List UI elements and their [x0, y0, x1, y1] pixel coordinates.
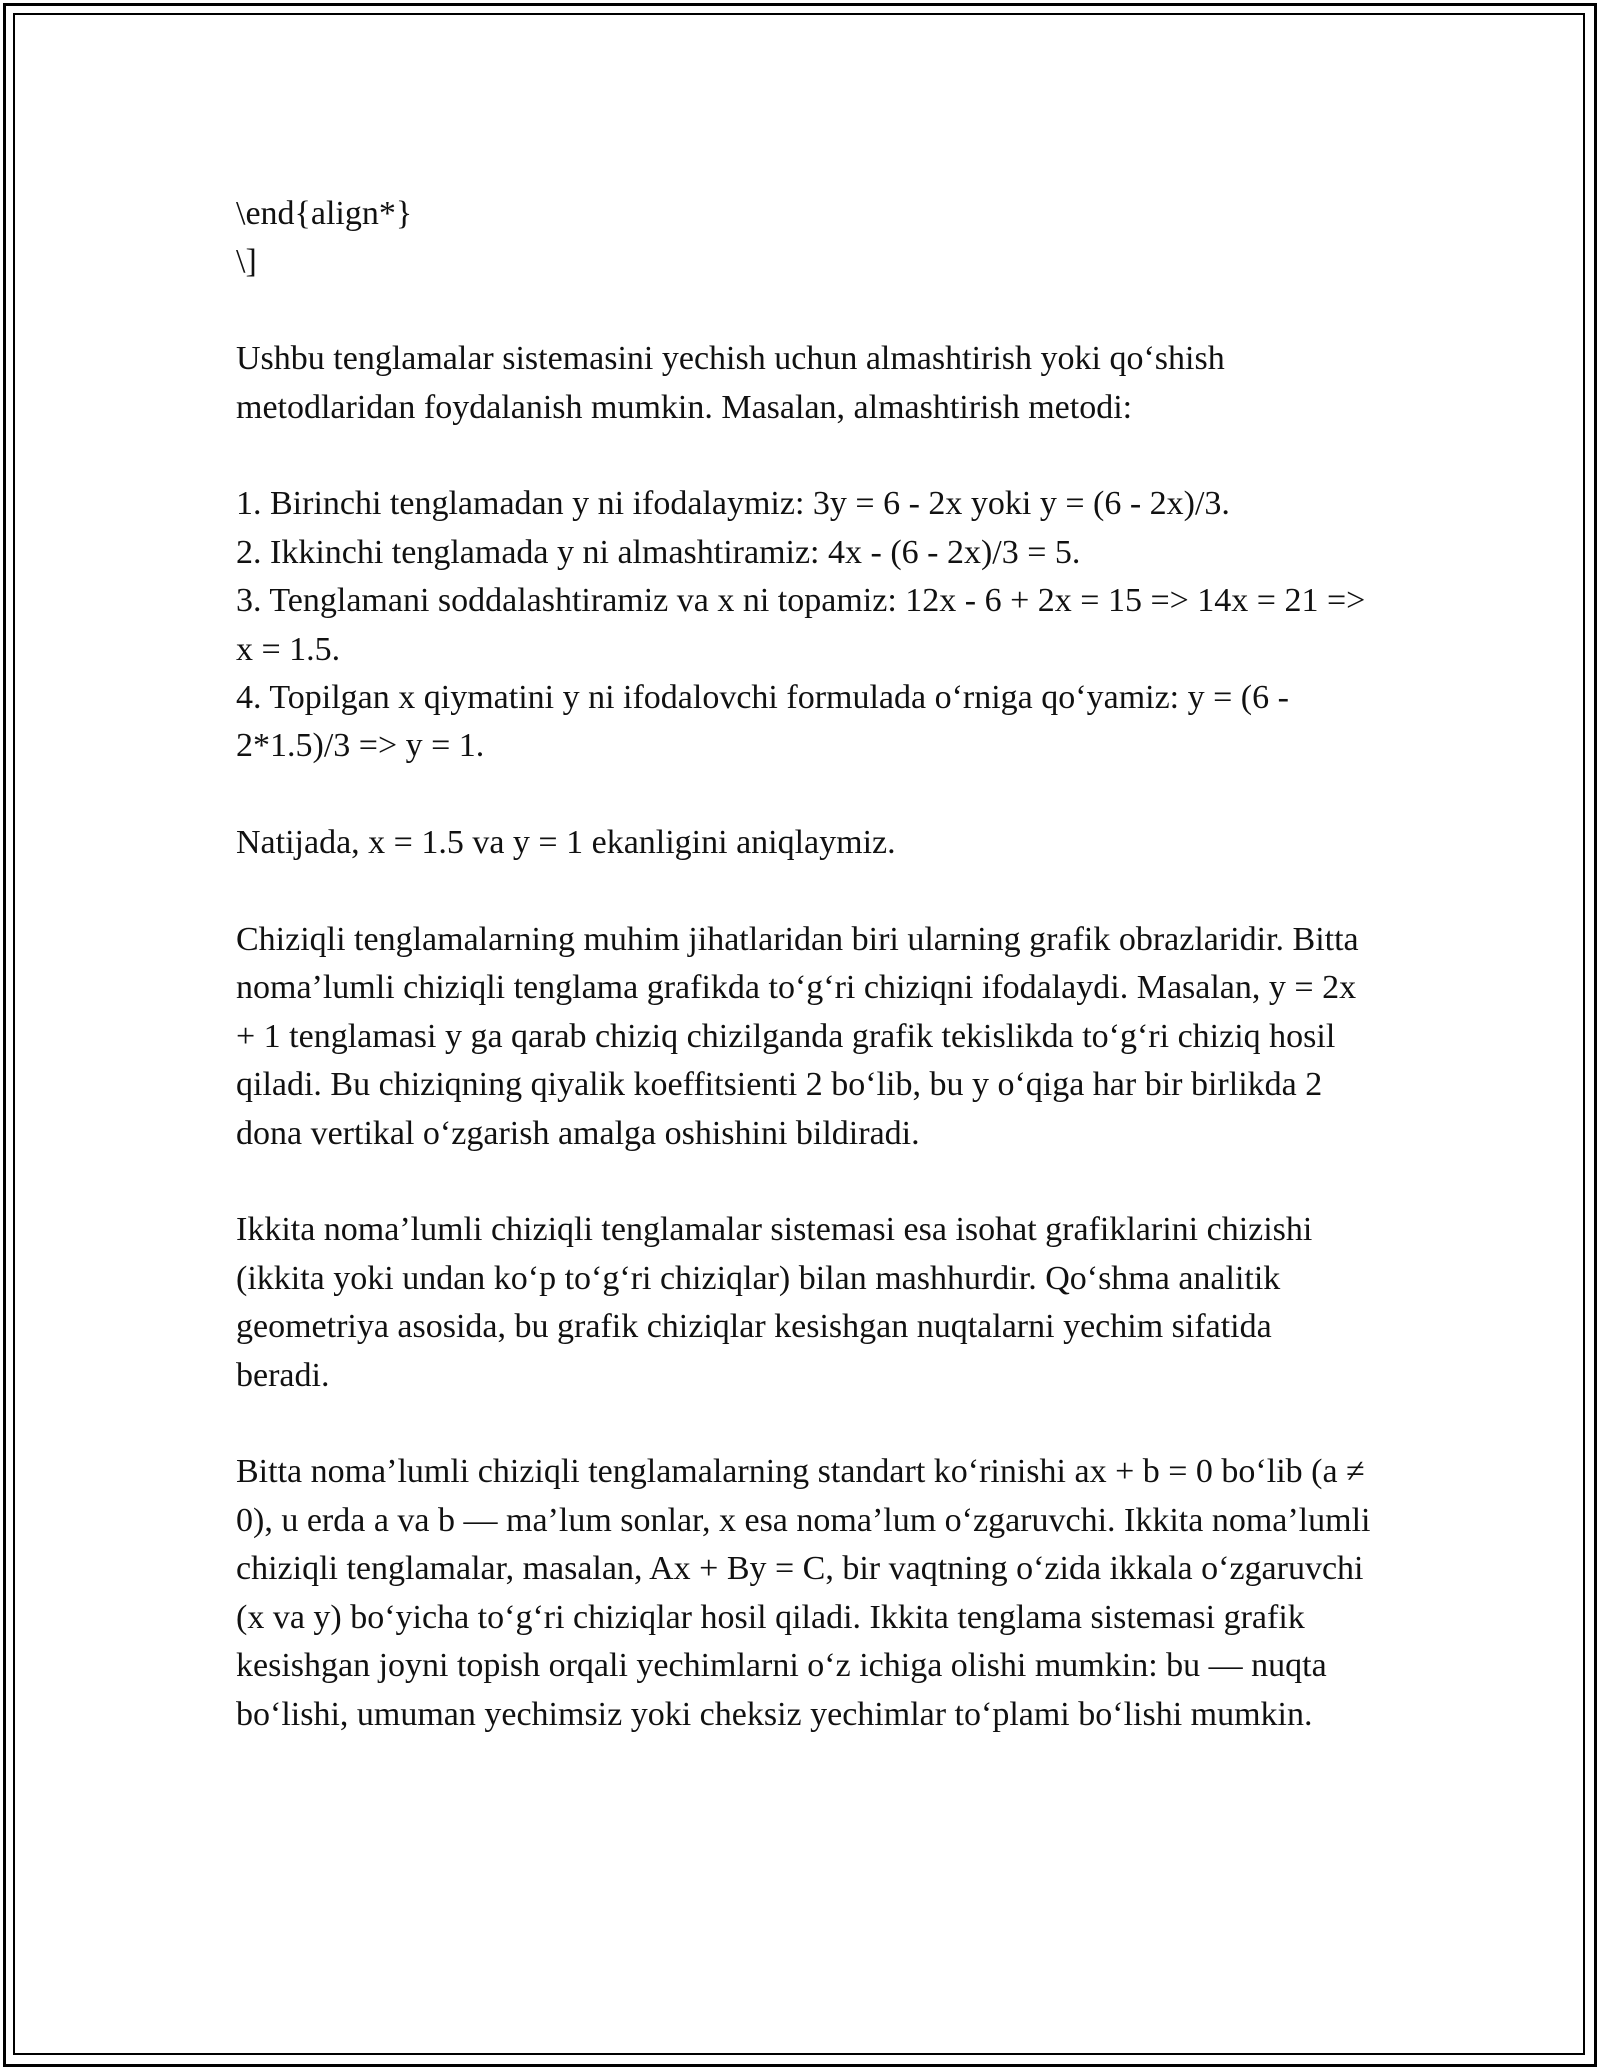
- code-line: \end{align*}: [236, 195, 413, 232]
- result-text: Natijada, x = 1.5 va y = 1 ekanligini aniqlaymiz.: [236, 824, 896, 862]
- intro-paragraph: [236, 335, 1372, 432]
- step-item: 3. Tenglamani soddalashtiramiz va x ni topamiz: 12x - 6 + 2x = 15 => 14x = 21 => x = 1.5.: [236, 582, 1366, 668]
- step-item: 2. Ikkinchi tenglamada y ni almashtiramiz: 4x - (6 - 2x)/3 = 5.: [236, 533, 1081, 571]
- paragraph-text: Bitta noma’lumli chiziqli tenglamalarning standart ko‘rinishi ax + b = 0 bo‘lib (a ≠ 0), u erda a va b — ma’lum sonlar, x esa noma’lum o‘zgaruvchi. Ikkita noma’lumli chiziqli tenglamalar, masalan, Ax + By = C, bir vaqtning o‘zida ikkala o‘zgaruvchi (x va y) bo‘yicha to‘g‘ri chiziqlar hosil qiladi. Ikkita tenglama sistemasi grafik kesishgan joyni topish orqali yechimlarni o‘z ichiga olishi mumkin: bu — nuqta bo‘lishi, umuman yechimsiz yoki cheksiz yechimlar to‘plami bo‘lishi mumkin.: [236, 1453, 1371, 1733]
- step-item: 1. Birinchi tenglamadan y ni ifodalaymiz: 3y = 6 - 2x yoki y = (6 - 2x)/3.: [236, 485, 1230, 523]
- step-item: 4. Topilgan x qiymatini y ni ifodalovchi formulada o‘rniga qo‘yamiz: y = (6 - 2*1.5)/3 => y = 1.: [236, 679, 1289, 765]
- latex-code-block: [236, 190, 1372, 287]
- result-paragraph: [236, 819, 1372, 867]
- code-line: \]: [236, 243, 257, 281]
- body-paragraph: [236, 1448, 1372, 1738]
- steps-list: [236, 480, 1372, 770]
- body-paragraph: [236, 1206, 1372, 1400]
- intro-text: Ushbu tenglamalar sistemasini yechish uchun almashtirish yoki qo‘shish metodlaridan foydalanish mumkin. Masalan, almashtirish metodi:: [236, 340, 1225, 426]
- body-paragraph: [236, 916, 1372, 1158]
- paragraph-text: Ikkita noma’lumli chiziqli tenglamalar sistemasi esa isohat grafiklarini chizishi (ikkita yoki undan ko‘p to‘g‘ri chiziqlar) bilan mashhurdir. Qo‘shma analitik geometriya asosida, bu grafik chiziqlar kesishgan nuqtalarni yechim sifatida beradi.: [236, 1211, 1313, 1394]
- document-body: [236, 190, 1372, 1787]
- paragraph-text: Chiziqli tenglamalarning muhim jihatlaridan biri ularning grafik obrazlaridir. Bitta noma’lumli chiziqli tenglama grafikda to‘g‘ri chiziqni ifodalaydi. Masalan, y = 2x + 1 tenglamasi y ga qarab chiziq chizilganda grafik tekislikda to‘g‘ri chiziq hosil qiladi. Bu chiziqning qiyalik koeffitsienti 2 bo‘lib, bu y o‘qiga har bir birlikda 2 dona vertikal o‘zgarish amalga oshishini bildiradi.: [236, 921, 1359, 1152]
